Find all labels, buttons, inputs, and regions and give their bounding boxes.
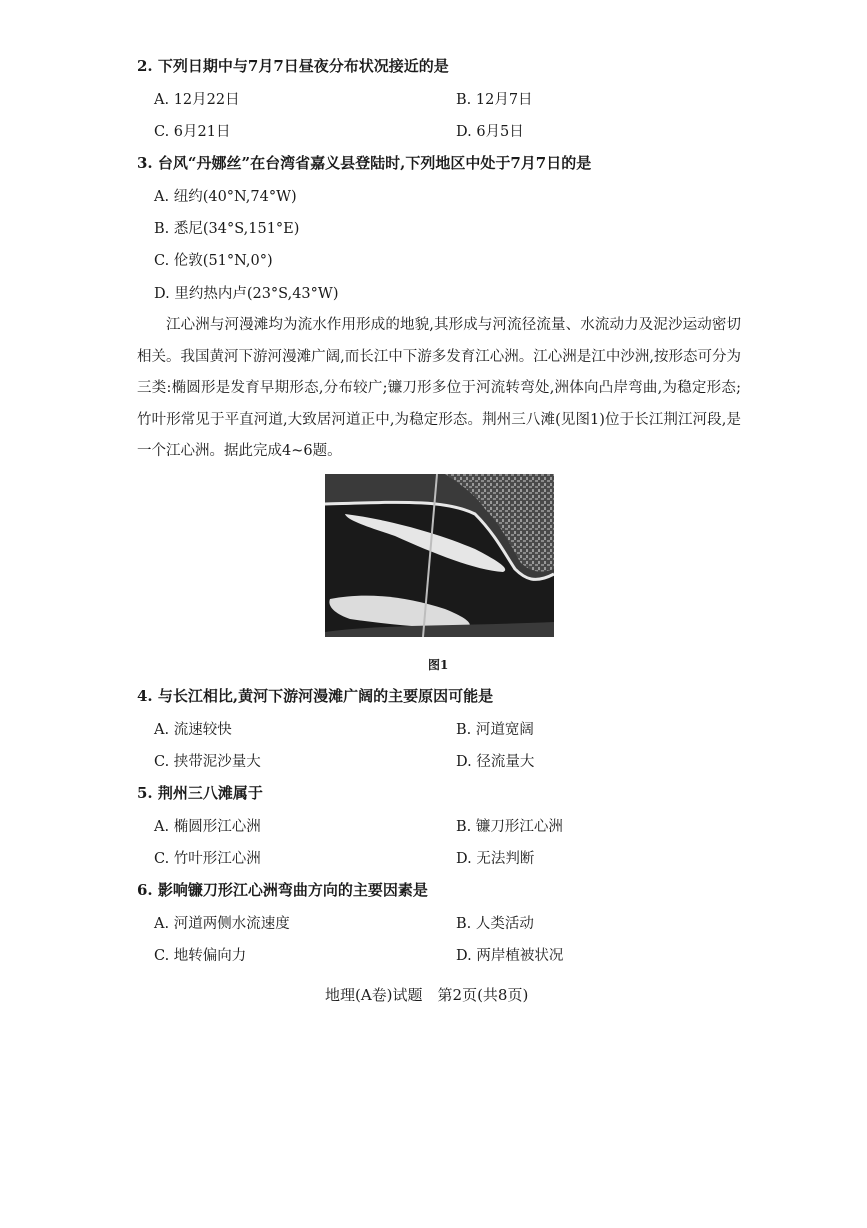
question-6-stem: 6. 影响镰刀形江心洲弯曲方向的主要因素是 bbox=[137, 881, 428, 899]
question-5-stem: 5. 荆州三八滩属于 bbox=[137, 784, 263, 802]
q6-option-d: D. 两岸植被状况 bbox=[456, 948, 564, 964]
passage-text: 江心洲与河漫滩均为流水作用形成的地貌,其形成与河流径流量、水流动力及泥沙运动密切相关。我国黄河下游河漫滩广阔,而长江中下游多发育江心洲。江心洲是江中沙洲,按形态可分为三类:椭圆形是发育早期形态,分布较广;镰刀形多位于河流转弯处,洲体向凸岸弯曲,为稳定形态;竹叶形常见于平直河道,大致居河道正中,为稳定形态。荆州三八滩(见图1)位于长江荆江河段,是一个江心洲。据此完成4~6题。 bbox=[137, 317, 741, 459]
q5-option-d: D. 无法判断 bbox=[456, 851, 535, 867]
q4-option-b: B. 河道宽阔 bbox=[456, 722, 534, 738]
q3-option-b: B. 悉尼(34°S,151°E) bbox=[154, 221, 300, 237]
q6-option-a: A. 河道两侧水流速度 bbox=[154, 916, 290, 932]
question-4-stem: 4. 与长江相比,黄河下游河漫滩广阔的主要原因可能是 bbox=[137, 687, 494, 705]
question-2-stem: 2. 下列日期中与7月7日昼夜分布状况接近的是 bbox=[137, 57, 449, 75]
q4-option-c: C. 挟带泥沙量大 bbox=[154, 754, 261, 770]
q2-option-d: D. 6月5日 bbox=[456, 124, 524, 140]
q5-option-c: C. 竹叶形江心洲 bbox=[154, 851, 261, 867]
q3-option-d: D. 里约热内卢(23°S,43°W) bbox=[154, 286, 339, 302]
reading-passage bbox=[137, 310, 741, 468]
q6-option-b: B. 人类活动 bbox=[456, 916, 534, 932]
q5-option-a: A. 椭圆形江心洲 bbox=[154, 819, 261, 835]
q4-option-a: A. 流速较快 bbox=[154, 722, 232, 738]
q4-option-d: D. 径流量大 bbox=[456, 754, 535, 770]
q2-option-b: B. 12月7日 bbox=[456, 92, 533, 108]
figure-1-satellite-image bbox=[325, 474, 554, 637]
page-footer: 地理(A卷)试题 第2页(共8页) bbox=[325, 986, 529, 1004]
q6-option-c: C. 地转偏向力 bbox=[154, 948, 247, 964]
q2-option-a: A. 12月22日 bbox=[154, 92, 240, 108]
q3-option-c: C. 伦敦(51°N,0°) bbox=[154, 253, 273, 269]
figure-1-caption: 图1 bbox=[428, 658, 449, 672]
q5-option-b: B. 镰刀形江心洲 bbox=[456, 819, 563, 835]
q3-option-a: A. 纽约(40°N,74°W) bbox=[154, 189, 297, 205]
question-3-stem: 3. 台风“丹娜丝”在台湾省嘉义县登陆时,下列地区中处于7月7日的是 bbox=[137, 154, 592, 172]
q2-option-c: C. 6月21日 bbox=[154, 124, 231, 140]
